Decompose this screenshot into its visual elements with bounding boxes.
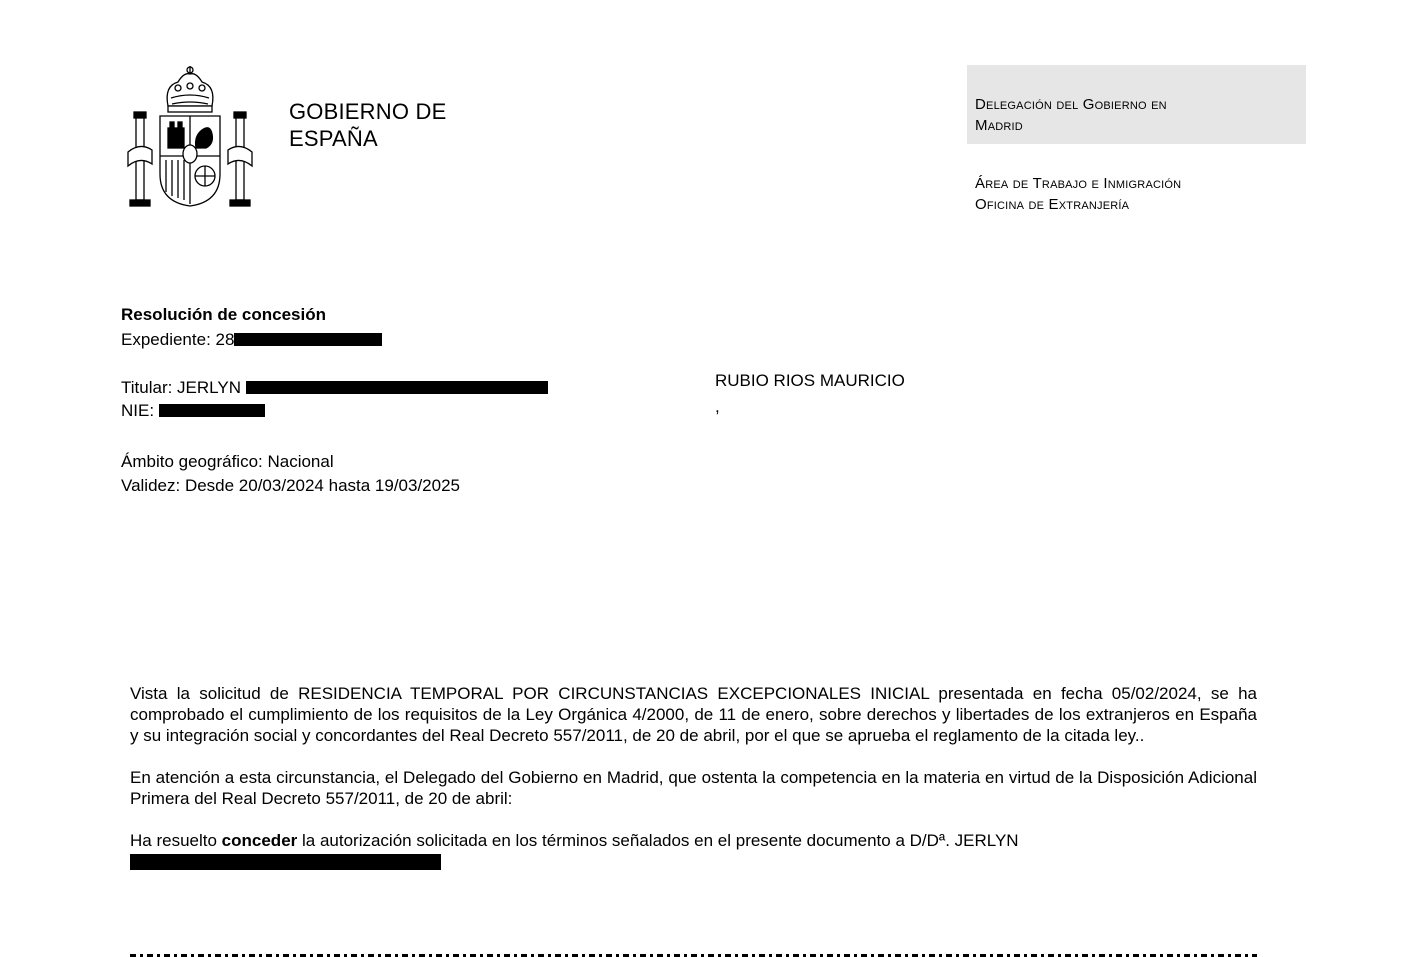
expediente-line bbox=[121, 329, 382, 350]
redaction-bar bbox=[234, 333, 382, 346]
redaction-bar bbox=[246, 381, 548, 394]
resolution-title: Resolución de concesión bbox=[121, 305, 326, 324]
expediente-label: Expediente: 28 bbox=[121, 330, 235, 349]
area-name bbox=[975, 173, 1295, 215]
paragraph-competence: En atención a esta circunstancia, el Delegado del Gobierno en Madrid, que ostenta la competencia en la materia en virtud de la Disposición Adicional Primera del Real Decreto 557/2011, de 20 de abril: bbox=[130, 768, 1257, 808]
titular-label: Titular: JERLYN bbox=[121, 378, 241, 397]
ambito-line: Ámbito geográfico: Nacional bbox=[121, 452, 334, 471]
paragraph-decision bbox=[130, 830, 1257, 851]
nie-label: NIE: bbox=[121, 401, 155, 420]
recipient-name: RUBIO RIOS MAURICIO bbox=[715, 371, 905, 390]
paragraph-request: Vista la solicitud de RESIDENCIA TEMPORAL POR CIRCUNSTANCIAS EXCEPCIONALES INICIAL presentada en fecha 05/02/2024, se ha comprobado el cumplimiento de los requisitos de la Ley Orgánica 4/2000, de 11 de enero, sobre derechos y libertades de los extranjeros en España y su integración social y concordantes del Real Decreto 557/2011, de 20 de abril, por el que se aprueba el reglamento de la citada ley.. bbox=[130, 684, 1257, 745]
government-line-2: ESPAÑA bbox=[289, 126, 378, 151]
spain-coat-of-arms-icon bbox=[124, 64, 256, 210]
recipient-address: , bbox=[715, 397, 720, 416]
titular-line bbox=[121, 377, 548, 398]
decision-verb: conceder bbox=[221, 831, 298, 850]
area-line-1: Área de Trabajo e Inmigración bbox=[975, 175, 1182, 192]
decision-suffix: la autorización solicitada en los términos señalados en el presente documento a D/Dª. JERLYN bbox=[297, 831, 1019, 850]
truncated-text-line bbox=[130, 950, 1257, 957]
nie-line bbox=[121, 400, 265, 421]
delegation-name bbox=[975, 94, 1295, 136]
area-line-2: Oficina de Extranjería bbox=[975, 196, 1130, 213]
delegation-line-2: Madrid bbox=[975, 117, 1023, 134]
government-line-1: GOBIERNO DE bbox=[289, 99, 447, 124]
resolution-body bbox=[130, 683, 1257, 870]
validez-line: Validez: Desde 20/03/2024 hasta 19/03/2025 bbox=[121, 476, 461, 495]
government-name bbox=[289, 98, 529, 152]
delegation-line-1: Delegación del Gobierno en bbox=[975, 96, 1167, 113]
redaction-bar bbox=[159, 404, 265, 417]
decision-prefix: Ha resuelto bbox=[130, 831, 222, 850]
redaction-bar bbox=[130, 854, 441, 870]
